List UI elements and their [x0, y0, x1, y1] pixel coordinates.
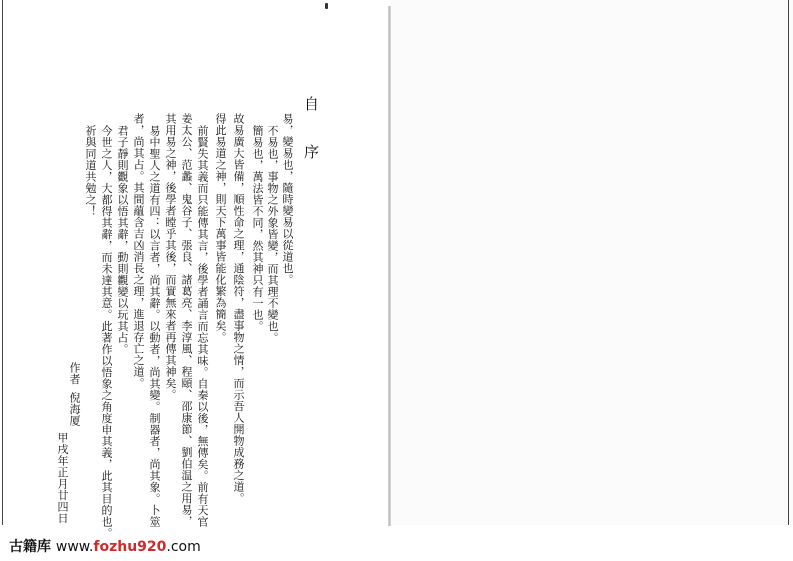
text-column-1: 易，變易也，隨時變易以從道也。 [281, 113, 294, 286]
text-column-2: 不易也，事物之外象皆變，而其理不變也。 [266, 125, 279, 344]
footer-bar [0, 533, 793, 561]
author-label: 作者 [68, 362, 81, 385]
page-title: 自 序 [302, 96, 320, 173]
text-column-3: 簡易也，萬法皆不同，然其神只有一也。 [251, 125, 264, 332]
text-column-11: 君子靜則觀象以悟其辭，動則觀變以玩其占。 [116, 125, 129, 355]
author-name: 倪海厦 [68, 392, 81, 427]
text-column-5: 得此易道之神，則天下萬事皆能化繁為簡矣。 [214, 113, 227, 343]
text-column-7: 姜太公、范蠡、鬼谷子、張良、諸葛亮、李淳風、程頤、邵康節、劉伯温之用易， [180, 113, 193, 527]
watermark-site-name: 古籍库 [9, 539, 51, 555]
text-column-4: 故易廣大皆備，順性命之理，通陰符，盡事物之情，而示吾人開物成務之道。 [232, 113, 245, 504]
right-page-blank [391, 0, 793, 525]
text-column-6: 前賢失其義而只能傳其言，後學者誦言而忘其味。自秦以後，無傳矣。前有天官 [196, 125, 209, 528]
watermark [9, 536, 201, 556]
text-column-12: 今世之人，大都得其辭，而未達其意。此著作以悟象之角度申其義，此其目的也。 [100, 125, 113, 539]
text-column-10: 者，尚其占。其間蘊含吉凶消長之理，進退存亡之道。 [132, 113, 145, 389]
watermark-url-suffix: .com [166, 539, 201, 555]
text-column-8: 其用易之神，後學者瞠乎其後，而實無來者再傳其神矣。 [164, 113, 177, 401]
preface-date: 甲戌年正月廿四日 [56, 432, 69, 524]
text-column-9: 易中聖人之道有四：以言者，尚其辭。以動者，尚其變。制器者，尚其象。卜筮 [148, 125, 161, 528]
watermark-url-mid: fozhu920 [93, 539, 167, 555]
scan-dot-mark [325, 3, 328, 9]
scan-edge-right [788, 0, 789, 525]
watermark-url-prefix: www. [55, 539, 94, 555]
scan-edge-left [2, 0, 3, 525]
book-gutter [388, 6, 391, 526]
text-column-13: 祈與同道共勉之！ [84, 125, 97, 217]
